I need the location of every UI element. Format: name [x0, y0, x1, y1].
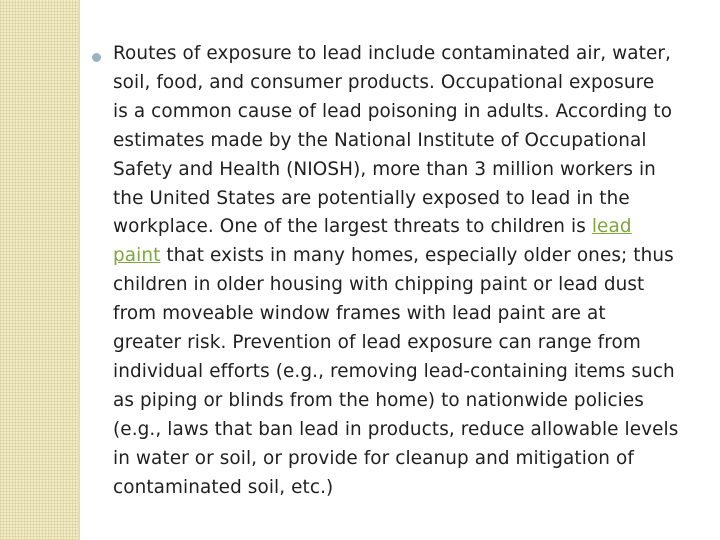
bullet-dot-icon — [92, 53, 101, 62]
text-line: that exists in many homes, especially older ones; thus — [160, 245, 674, 267]
text-line: soil, food, and consumer products. Occupational exposure — [113, 71, 655, 93]
text-line: contaminated soil, etc.) — [113, 476, 334, 498]
lead-paint-link-part1[interactable]: lead — [591, 216, 632, 238]
text-line: Safety and Health (NIOSH), more than 3 million workers in — [113, 158, 656, 180]
text-line: Routes of exposure to lead include contaminated air, water, — [113, 43, 672, 64]
text-line: (e.g., laws that ban lead in products, reduce allowable levels — [113, 418, 679, 440]
lead-paint-link-part2[interactable]: paint — [113, 245, 161, 267]
slide-content — [92, 40, 702, 503]
text-line: estimates made by the National Institute of Occupational — [113, 129, 647, 151]
text-line: from moveable window frames with lead paint are at — [113, 303, 606, 325]
text-line: as piping or blinds from the home) to nationwide policies — [113, 389, 644, 411]
decorative-side-stripe — [0, 0, 78, 540]
bullet-paragraph — [113, 40, 702, 503]
text-line: greater risk. Prevention of lead exposure can range from — [113, 332, 641, 354]
stripe-edge-line — [78, 0, 80, 540]
text-line: the United States are potentially exposed to lead in the — [113, 187, 630, 209]
bullet-item — [92, 40, 702, 503]
text-line: in water or soil, or provide for cleanup and mitigation of — [113, 447, 634, 469]
text-line: individual efforts (e.g., removing lead-containing items such — [113, 360, 675, 382]
text-line: children in older housing with chipping paint or lead dust — [113, 274, 645, 296]
text-line: workplace. One of the largest threats to children is — [113, 216, 592, 238]
text-line: is a common cause of lead poisoning in adults. According to — [113, 100, 673, 122]
